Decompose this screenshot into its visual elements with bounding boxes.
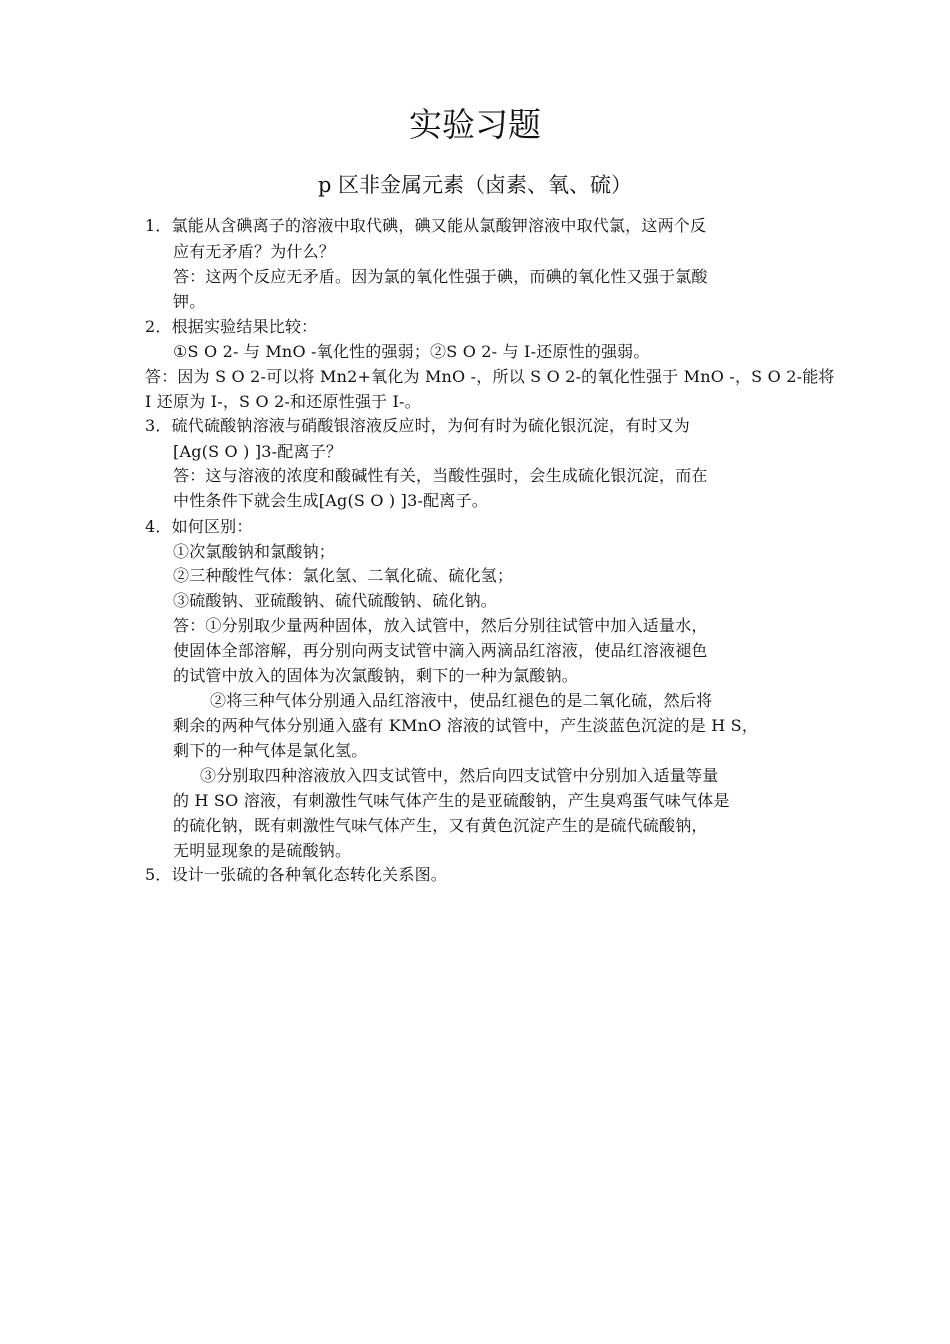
answer-4-part-3-cont3: 无明显现象的是硫酸钠。 <box>173 841 352 860</box>
answer-4-part-3-cont2: 的硫化钠，既有刺激性气味气体产生，又有黄色沉淀产生的是硫代硫酸钠， <box>173 816 708 835</box>
question-3: 3．硫代硫酸钠溶液与硝酸银溶液反应时，为何有时为硫化银沉淀，有时又为 <box>145 416 690 435</box>
answer-4-part-3: ③分别取四种溶液放入四支试管中，然后向四支试管中分别加入适量等量 <box>200 766 719 785</box>
answer-4-part-2: ②将三种气体分别通入品红溶液中，使品红褪色的是二氧化硫，然后将 <box>210 691 713 710</box>
answer-3-cont: 中性条件下就会生成[Ag(S O ) ]3-配离子。 <box>173 491 488 510</box>
answer-4-part-1-cont2: 的试管中放入的固体为次氯酸钠，剩下的一种为氯酸钠。 <box>173 666 579 685</box>
answer-1-cont: 钾。 <box>173 292 206 311</box>
answer-4-part-2-cont2: 剩下的一种气体是氯化氢。 <box>173 741 368 760</box>
answer-1: 答：这两个反应无矛盾。因为氯的氧化性强于碘，而碘的氧化性又强于氯酸 <box>173 267 708 286</box>
answer-4-part-2-cont: 剩余的两种气体分别通入盛有 KMnO 溶液的试管中，产生淡蓝色沉淀的是 H S， <box>173 716 759 735</box>
answer-2-cont: I 还原为 I-，S O 2-和还原性强于 I-。 <box>145 392 421 411</box>
question-1-cont: 应有无矛盾？为什么？ <box>173 242 336 261</box>
section-title: p 区非金属元素（卤素、氧、硫） <box>317 173 633 197</box>
question-4-item-1: ①次氯酸钠和氯酸钠； <box>173 542 336 561</box>
answer-4-part-1: 答：①分别取少量两种固体，放入试管中，然后分别往试管中加入适量水， <box>173 616 708 635</box>
question-3-cont: [Ag(S O ) ]3-配离子？ <box>173 442 343 461</box>
question-4-item-3: ③硫酸钠、亚硫酸钠、硫代硫酸钠、硫化钠。 <box>173 591 498 610</box>
page-title: 实验习题 <box>409 105 541 144</box>
answer-3: 答：这与溶液的浓度和酸碱性有关，当酸性强时，会生成硫化银沉淀，而在 <box>173 466 708 485</box>
question-5: 5．设计一张硫的各种氧化态转化关系图。 <box>145 865 447 884</box>
answer-2: 答：因为 S O 2-可以将 Mn2+氧化为 MnO -，所以 S O 2-的氧化性强于 MnO -，S O 2-能将 <box>145 367 835 386</box>
question-1: 1．氯能从含碘离子的溶液中取代碘，碘又能从氯酸钾溶液中取代氯，这两个反 <box>145 216 707 235</box>
question-2-cont: ①S O 2- 与 MnO -氧化性的强弱；②S O 2- 与 I-还原性的强弱。 <box>173 342 650 361</box>
answer-4-part-1-cont: 使固体全部溶解，再分别向两支试管中滴入两滴品红溶液，使品红溶液褪色 <box>173 641 708 660</box>
answer-4-part-3-cont: 的 H SO 溶液，有刺激性气味气体产生的是亚硫酸钠，产生臭鸡蛋气味气体是 <box>173 791 730 810</box>
question-4: 4．如何区别： <box>145 517 253 536</box>
question-4-item-2: ②三种酸性气体：氯化氢、二氧化硫、硫化氢； <box>173 566 514 585</box>
question-2: 2．根据实验结果比较： <box>145 317 318 336</box>
